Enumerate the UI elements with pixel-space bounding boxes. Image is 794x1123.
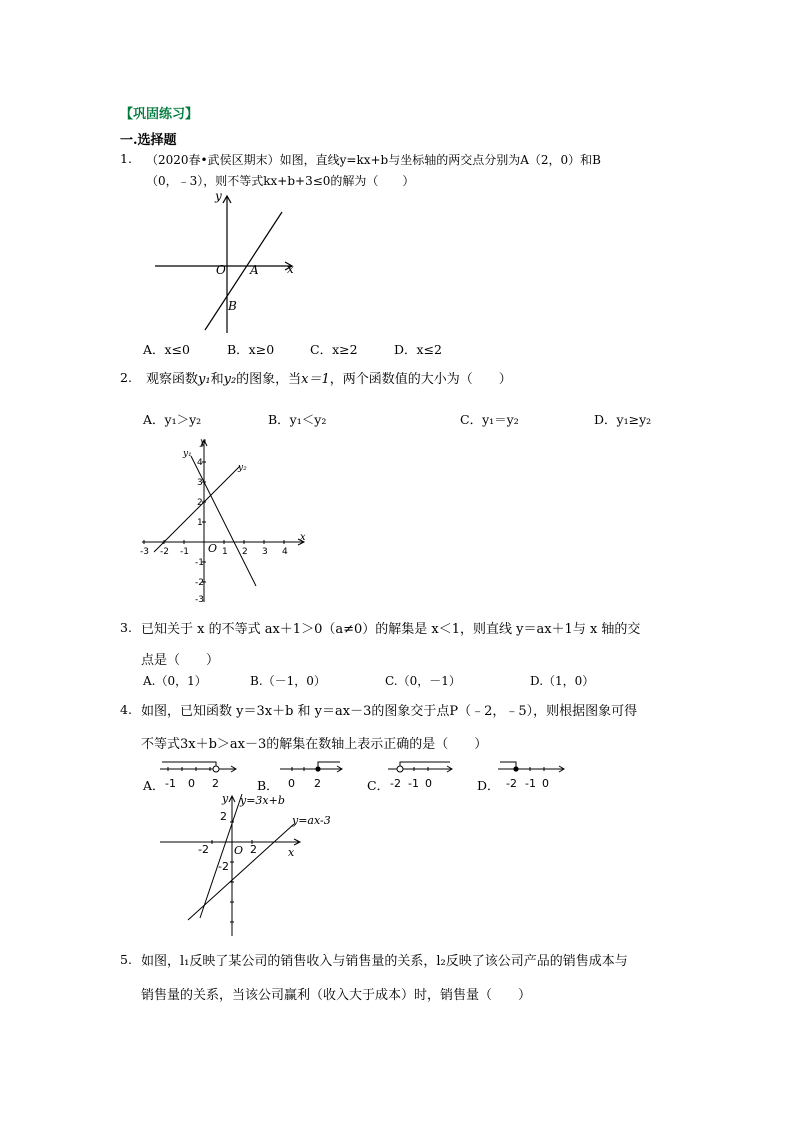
q2-xtick-3: 3 [262,547,268,557]
q4-ytick-2: 2 [220,810,227,823]
q2-text-b: 和 [210,372,224,387]
nl-label: -1 [408,777,419,790]
q2-ytick-m2: -2 [195,578,204,588]
q2-text-a: 观察函数 [146,372,199,387]
q2-line1 [146,368,512,387]
q4-xtick-m2: -2 [198,843,209,856]
q4-line2: 不等式3x＋b＞ax－3的解集在数轴上表示正确的是（ ） [141,737,488,752]
q1-origin-label: O [216,263,226,277]
q3-option-c[interactable]: C.（0，－1） [385,674,461,688]
q1-number: 1. [120,151,132,166]
q2-origin-label: O [208,542,218,555]
q3-line1: 已知关于 x 的不等式 ax＋1＞0（a≠0）的解集是 x＜1，则直线 y＝ax＋1与 x 轴的交 [141,622,641,637]
q4-x-label: x [288,846,295,859]
q2-ytick-m1: -1 [195,558,204,568]
q2-label-y2: y₂ [238,463,247,473]
solution-bracket [500,762,516,769]
q2-xtick-2: 2 [242,547,248,557]
q2-option-b[interactable]: B．y₁＜y₂ [268,412,327,427]
q1-option-d[interactable]: D．x≤2 [394,342,442,357]
q2-xtick-m3: -3 [140,547,149,557]
q2-y2: y₂ [223,372,237,387]
solution-bracket [400,762,450,769]
q4-option-a[interactable]: A． [143,778,165,793]
q2-option-d[interactable]: D．y₁≥y₂ [594,412,652,427]
closed-dot [315,766,320,771]
q4-option-c[interactable]: C． [367,778,390,793]
q4-label-l2: y=ax-3 [292,814,331,827]
q4-xtick-2: 2 [250,843,257,856]
q4-figure [156,790,331,940]
q1-point-a: A [250,263,259,277]
q2-xtick-1: 1 [222,547,228,557]
q4-number: 4. [120,702,132,717]
q1-option-a[interactable]: A．x≤0 [143,342,191,357]
subsection-title: 一.选择题 [120,133,177,148]
q3-number: 3. [120,620,132,635]
q4-option-b[interactable]: B． [257,778,279,793]
q2-text-c: 的图象，当 [236,372,302,387]
q2-xtick-4: 4 [282,547,288,557]
nl-label: 0 [425,777,432,790]
q1-point-b: B [228,299,237,313]
q2-ytick-4: 4 [197,458,203,468]
q5-number: 5. [120,952,132,967]
q1-option-c[interactable]: C．x≥2 [310,342,358,357]
q4-ytick-m2: -2 [218,860,229,873]
q2-option-c[interactable]: C．y₁＝y₂ [460,412,519,427]
open-dot [213,766,219,772]
q1-figure [150,188,300,338]
q2-ytick-2: 2 [197,498,203,508]
q4-numberline-b [278,757,346,791]
q2-label-y1: y₁ [183,449,192,459]
q4-numberline-d [496,757,568,791]
q2-text-d: ，两个函数值的大小为（ ） [329,372,512,387]
nl-label: 0 [188,777,195,790]
q4-numberline-c [386,757,456,791]
q4-numberline-a [158,757,240,791]
q4-line1: 如图，已知函数 y＝3x＋b 和 y＝ax－3的图象交于点P（﹣2，﹣5），则根据图象可得 [141,704,638,719]
nl-label: 0 [288,777,295,790]
q4-option-d[interactable]: D． [477,778,500,793]
nl-label: -1 [165,777,176,790]
q2-ytick-m3: -3 [195,595,204,605]
q4-origin-label: O [234,844,244,857]
q2-xeq: x＝1 [301,372,330,387]
q4-label-l1: y=3x+b [240,794,285,807]
nl-label: 0 [542,777,549,790]
q1-line1: （2020春•武侯区期末）如图，直线y=kx+b与坐标轴的两交点分别为A（2，0）和B [146,153,601,167]
q1-y-label: y [215,189,222,203]
q5-line1: 如图，l₁反映了某公司的销售收入与销售量的关系，l₂反映了该公司产品的销售成本与 [141,954,628,969]
q1-x-label: x [287,262,294,276]
q3-option-d[interactable]: D.（1，0） [530,674,595,688]
nl-label: -2 [506,777,517,790]
q2-xtick-m2: -2 [160,547,169,557]
q4-line-ax-3 [188,824,294,920]
q3-option-b[interactable]: B.（－1，0） [250,674,326,688]
q5-line2: 销售量的关系，当该公司赢利（收入大于成本）时，销售量（ ） [141,988,532,1003]
q2-option-a[interactable]: A．y₁＞y₂ [143,412,202,427]
q2-figure [138,436,313,606]
q2-x-label: x [300,532,306,543]
solution-bracket [162,762,216,769]
closed-dot [513,766,518,771]
nl-label: -2 [390,777,401,790]
nl-label: 2 [212,777,219,790]
q2-ytick-1: 1 [197,518,203,528]
q1-option-b[interactable]: B．x≥0 [227,342,275,357]
q2-y1: y₁ [198,372,211,387]
q2-number: 2. [120,370,132,385]
q1-line2: （0，﹣3），则不等式kx+b+3≤0的解为（ ） [146,174,415,188]
q2-xtick-m1: -1 [180,547,189,557]
nl-label: -1 [525,777,536,790]
q4-y-label: y [222,792,229,805]
open-dot [397,766,403,772]
q2-y-label: y [200,437,206,448]
q2-ytick-3: 3 [197,478,203,488]
nl-label: 2 [314,777,321,790]
section-title: 【巩固练习】 [120,107,199,122]
solution-bracket [318,762,340,769]
q3-line2: 点是（ ） [141,653,220,668]
q3-option-a[interactable]: A.（0，1） [143,674,207,688]
